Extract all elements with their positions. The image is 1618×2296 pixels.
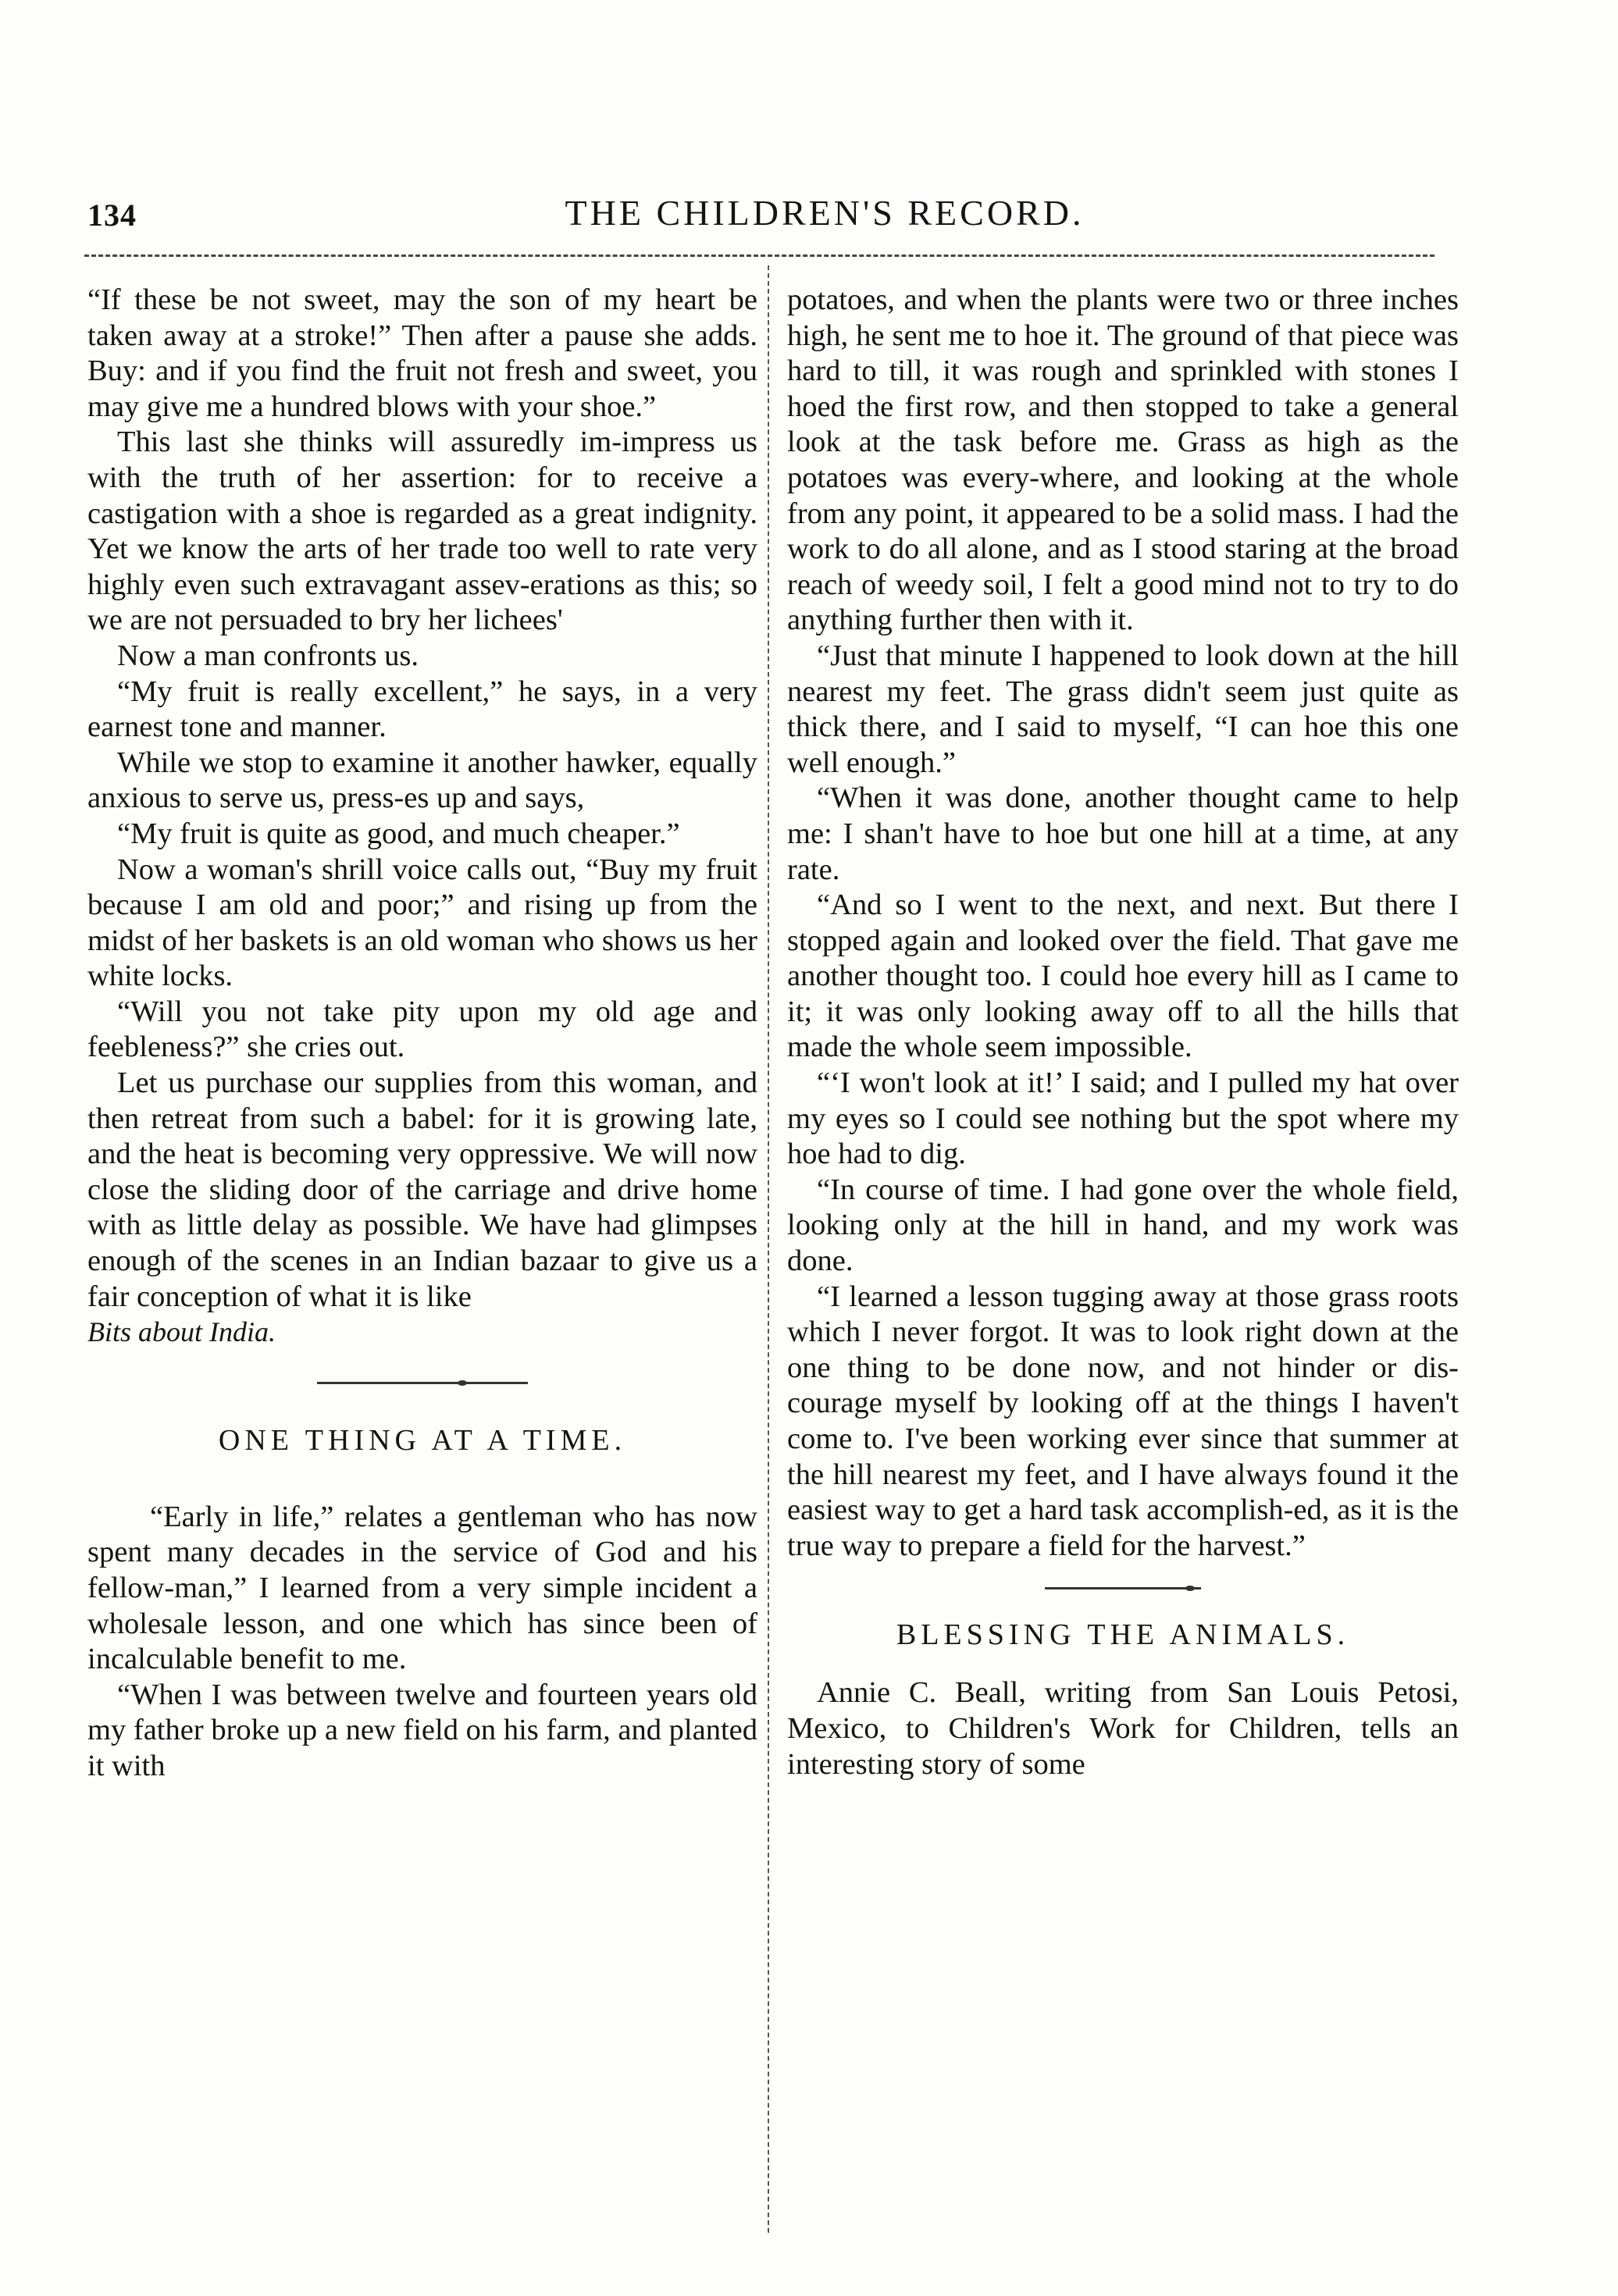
paragraph: Let us purchase our supplies from this woman, and then retreat from such a babel: for it is growing late, and the heat is becoming very oppressive. We will now close the sliding door of the carriage and drive home with as little delay as possible. We have had glimpses enough of the scenes in an Indian bazaar to give us a fair conception of what it is like bbox=[87, 1066, 757, 1313]
signature-text: Bits about India. bbox=[87, 1316, 276, 1348]
signature bbox=[87, 1315, 757, 1351]
paragraph: Annie C. Beall, writing from San Louis Petosi, Mexico, to Children's Work for Children, tells an interesting story of some bbox=[787, 1676, 1459, 1781]
paragraph: Now a man confronts us. bbox=[117, 639, 419, 672]
paragraph: “My fruit is really excellent,” he says, in a very earnest tone and manner. bbox=[87, 675, 757, 744]
paragraph: While we stop to examine it another hawker, equally anxious to serve us, press-es up and says, bbox=[87, 746, 757, 815]
paragraph: “And so I went to the next, and next. But there I stopped again and looked over the field. That gave me another thought too. I could hoe every hill as I came to it; it was only looking away off to all the hills that made the whole seem impossible. bbox=[787, 888, 1459, 1064]
section-divider bbox=[1045, 1587, 1201, 1589]
paragraph: “Just that minute I happened to look down at the hill nearest my feet. The grass didn't seem just quite as thick there, and I said to myself, “I can hoe this one well enough.” bbox=[787, 639, 1459, 779]
section-divider bbox=[317, 1382, 528, 1384]
paragraph: “In course of time. I had gone over the whole field, looking only at the hill in hand, and my work was done. bbox=[787, 1173, 1459, 1278]
paragraph: “I learned a lesson tugging away at those grass roots which I never forgot. It was to look right down at the one thing to be done now, and not hinder or dis-courage myself by looking off at the things I haven't come to. I've been working ever since that summer at the hill nearest my feet, and I have always found it the easiest way to get a hard task accomplish-ed, as it is the true way to prepare a field for the harvest.” bbox=[787, 1280, 1459, 1562]
right-column bbox=[787, 283, 1459, 1782]
header-rule bbox=[84, 255, 1434, 257]
paragraph: “Early in life,” relates a gentleman who has now spent many decades in the service of God and his fellow-man,” I learned from a very simple incident a wholesale lesson, and one which has since been of incalculable benefit to me. bbox=[87, 1500, 757, 1676]
running-title: THE CHILDREN'S RECORD. bbox=[565, 193, 1085, 233]
paragraph: “‘I won't look at it!’ I said; and I pulled my hat over my eyes so I could see nothing but the spot where my hoe had to dig. bbox=[787, 1066, 1459, 1171]
paragraph: “When it was done, another thought came to help me: I shan't have to hoe but one hill at a time, at any rate. bbox=[787, 781, 1459, 886]
paragraph: “My fruit is quite as good, and much cheaper.” bbox=[117, 817, 680, 850]
section-heading: ONE THING AT A TIME. bbox=[218, 1423, 627, 1457]
paragraph: “If these be not sweet, may the son of my heart be taken away at a stroke!” Then after a pause she adds. Buy: and if you find the fruit not fresh and sweet, you may give me a hundred blows with your shoe.” bbox=[87, 283, 757, 423]
section-heading: BLESSING THE ANIMALS. bbox=[896, 1618, 1350, 1652]
column-divider bbox=[768, 265, 769, 2233]
paragraph: “When I was between twelve and fourteen years old my father broke up a new field on his farm, and planted it with bbox=[87, 1678, 757, 1782]
paragraph: Now a woman's shrill voice calls out, “Buy my fruit because I am old and poor;” and rising up from the midst of her baskets is an old woman who shows us her white locks. bbox=[87, 853, 757, 993]
paragraph: potatoes, and when the plants were two or three inches high, he sent me to hoe it. The ground of that piece was hard to till, it was rough and sprinkled with stones I hoed the first row, and then stopped to take a general look at the task before me. Grass as high as the potatoes was every-where, and looking at the whole from any point, it appeared to be a solid mass. I had the work to do all alone, and as I stood staring at the broad reach of weedy soil, I felt a good mind not to try to do anything further then with it. bbox=[787, 283, 1459, 637]
left-column bbox=[87, 283, 757, 1785]
paragraph: “Will you not take pity upon my old age and feebleness?” she cries out. bbox=[87, 995, 757, 1064]
paragraph: This last she thinks will assuredly im-impress us with the truth of her assertion: for to receive a castigation with a shoe is regarded as a great indignity. Yet we know the arts of her trade too well to rate very highly even such extravagant assev-erations as this; so we are not persuaded to bry her lichees' bbox=[87, 425, 757, 637]
page-number: 134 bbox=[87, 198, 137, 233]
